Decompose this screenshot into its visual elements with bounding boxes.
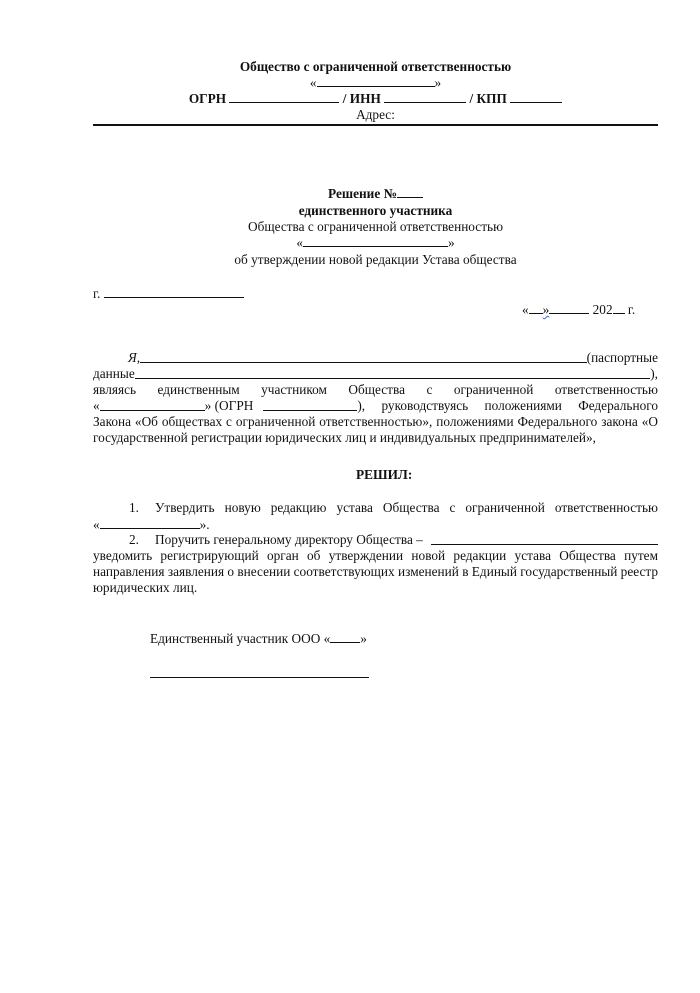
item-1-text: Утвердить новую редакцию устава Общества с ограниченной ответственностью <box>155 500 658 515</box>
inn-blank <box>384 91 466 103</box>
decision-subject: об утверждении новой редакции Устава общества <box>234 252 517 267</box>
kpp-label: / КПП <box>469 91 507 106</box>
word: с <box>426 382 433 397</box>
quote-close: » <box>434 75 442 90</box>
word: ограниченной <box>453 382 534 397</box>
item-2-line-2: уведомить регистрирующий орган об утверждении новой редакции устава Общества путем <box>93 548 658 563</box>
item-2-line-1 <box>93 532 658 548</box>
item-2-number: 2. <box>129 532 139 547</box>
passport-label: (паспортные <box>586 350 658 365</box>
quote-open: « <box>93 398 100 413</box>
preamble-text: ), руководствуясь положениями Федерального <box>357 398 658 413</box>
signature-line <box>150 677 369 678</box>
quote-close: » <box>360 631 367 646</box>
word: являясь <box>93 382 137 397</box>
year-prefix: 202 <box>592 302 613 317</box>
item-2-line-4: юридических лиц. <box>93 580 198 595</box>
date-line <box>522 302 635 318</box>
quote-close: ». <box>199 517 210 532</box>
data-label: данные <box>93 366 135 381</box>
quote-close: » <box>448 235 455 250</box>
quote-open: « <box>93 517 100 532</box>
word: Общества <box>348 382 405 397</box>
decision-title <box>93 186 658 202</box>
header-address: Адрес: <box>356 107 395 122</box>
preamble-i: Я, <box>128 350 141 365</box>
item-2-text: Поручить генеральному директору Общества – <box>155 532 423 547</box>
city-line <box>93 286 244 302</box>
decision-label: Решение № <box>328 186 397 201</box>
preamble-line-5: Закона «Об обществах с ограниченной ответственностью», положениями Федерального закона «О <box>93 414 658 429</box>
word: ответственностью <box>554 382 658 397</box>
preamble-line-4 <box>93 398 658 414</box>
decision-subtitle: единственного участника <box>298 203 453 218</box>
company-blank <box>330 630 360 643</box>
director-name-blank <box>431 532 658 545</box>
header-divider <box>93 124 658 126</box>
company-name-blank <box>303 235 448 247</box>
date-quote-open: « <box>522 302 529 317</box>
word: участником <box>261 382 327 397</box>
header-org-name <box>93 75 658 91</box>
full-name-blank <box>140 350 587 363</box>
item-2-line-3: направления заявления о внесении соответствующих изменений в Единый государственный реестр <box>93 564 658 579</box>
quote-open: « <box>296 235 303 250</box>
kpp-blank <box>510 91 562 103</box>
signature-text: Единственный участник ООО « <box>150 631 331 646</box>
preamble-line-6: государственной регистрации юридических лиц и индивидуальных предпринимателей», <box>93 430 596 445</box>
item-1-number: 1. <box>129 500 139 515</box>
preamble-line-1 <box>93 350 658 366</box>
item-1-line-2 <box>93 516 210 532</box>
ogrn-label: ОГРН <box>188 91 227 106</box>
city-prefix: г. <box>93 286 101 301</box>
preamble-line-2 <box>93 366 658 382</box>
ogrn-blank <box>229 91 339 103</box>
month-blank <box>549 302 589 314</box>
passport-close: ), <box>650 366 658 381</box>
day-blank <box>529 302 543 314</box>
company-name-line <box>93 235 658 251</box>
inn-label: / ИНН <box>342 91 381 106</box>
word: единственным <box>157 382 240 397</box>
header-org-type: Общество с ограниченной ответственностью <box>239 59 512 74</box>
city-blank <box>104 286 244 298</box>
company-type: Общества с ограниченной ответственностью <box>248 219 503 234</box>
org-name-blank <box>317 75 435 87</box>
signature-label <box>150 630 367 646</box>
preamble-line-3 <box>93 382 658 398</box>
header-registration-line <box>93 91 658 107</box>
ogrn-label: » (ОГРН <box>204 398 254 413</box>
resolved-heading: РЕШИЛ: <box>356 467 413 482</box>
company-blank <box>100 516 200 529</box>
year-suffix: г. <box>627 302 636 317</box>
item-1-line-1 <box>93 500 658 516</box>
passport-blank <box>135 366 650 379</box>
company-blank <box>100 398 205 411</box>
date-quote-close: » <box>542 302 550 317</box>
quote-open: « <box>309 75 317 90</box>
ogrn-blank <box>263 398 357 411</box>
year-blank <box>613 302 625 314</box>
decision-number-blank <box>397 186 423 198</box>
